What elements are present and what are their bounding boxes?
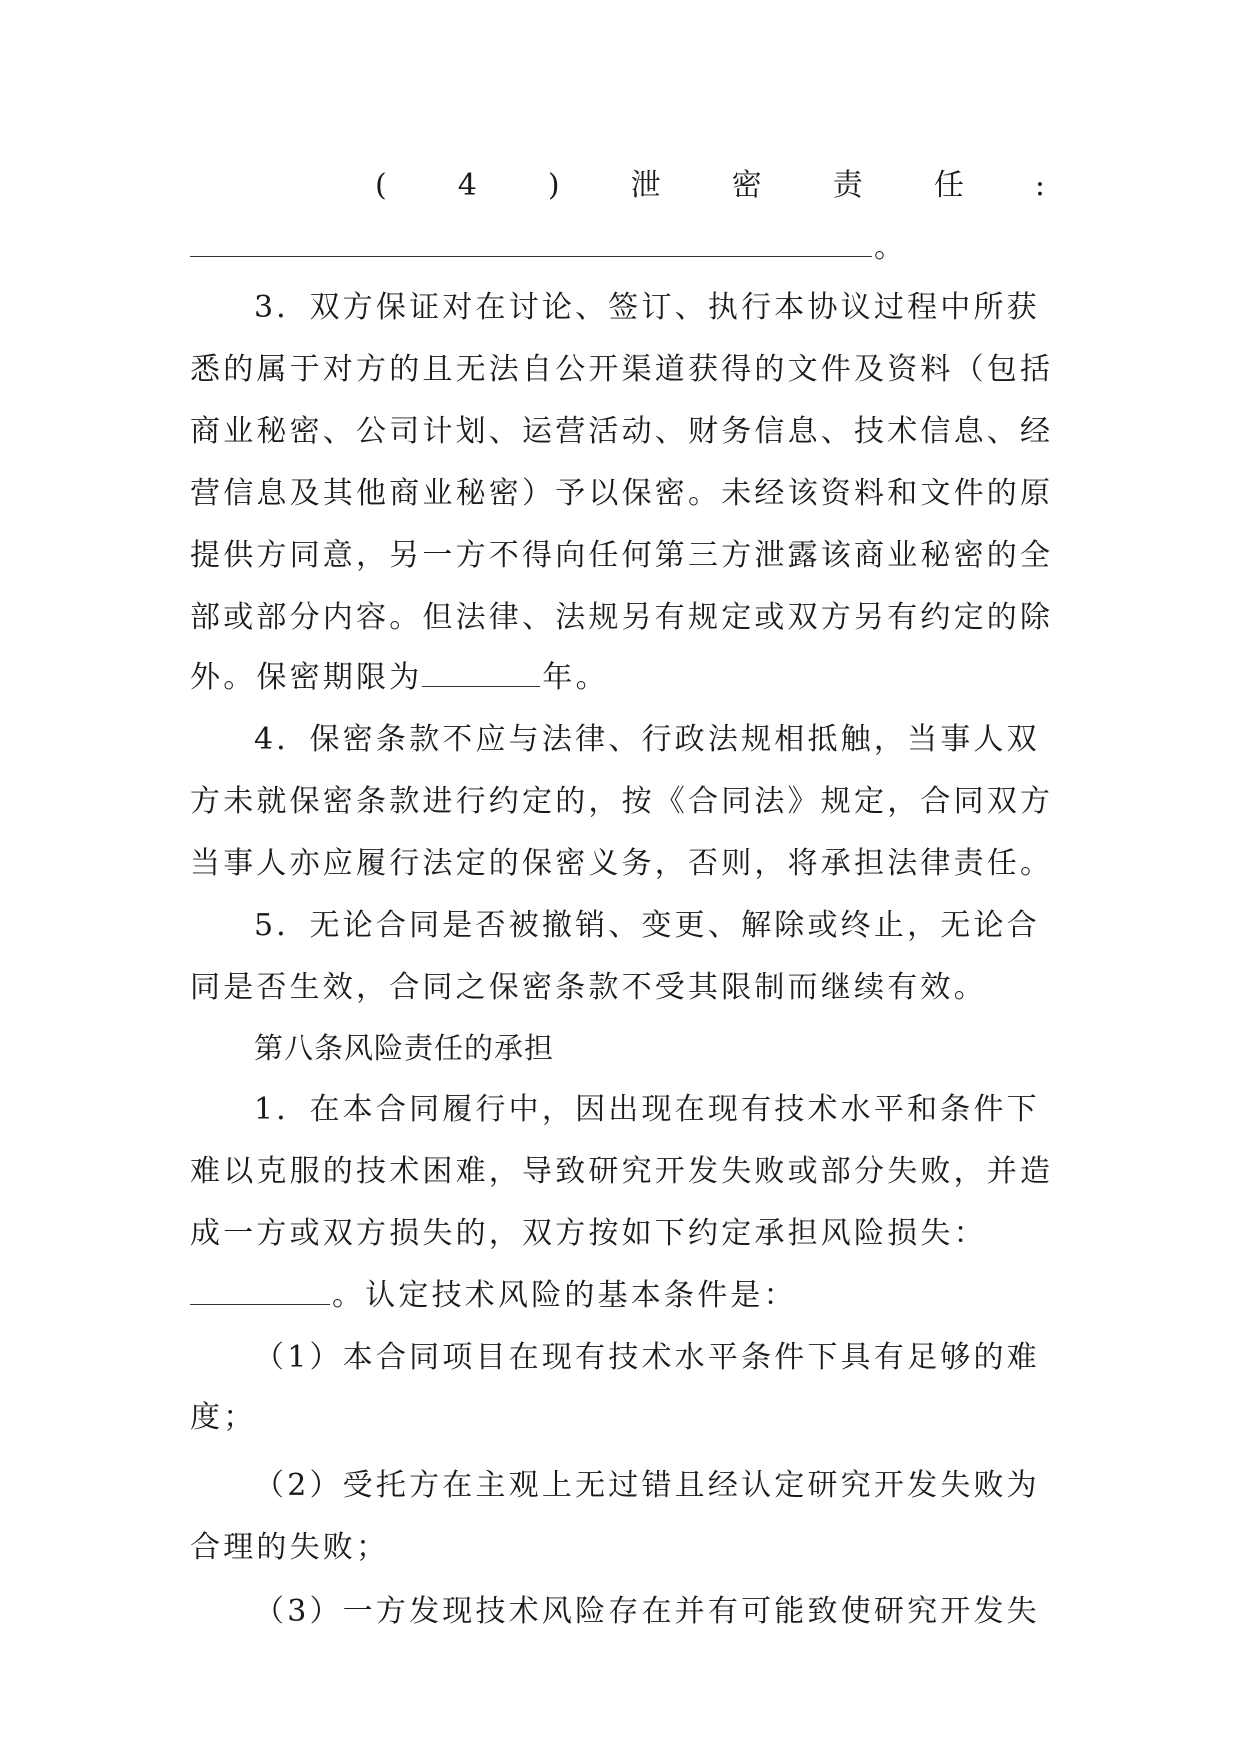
clause-3-line-2: 悉的属于对方的且无法自公开渠道获得的文件及资料（包括 — [190, 352, 1054, 387]
condition-2-line-1: （2）受托方在主观上无过错且经认定研究开发失败为 — [254, 1468, 1040, 1503]
condition-1-line-2: 度； — [190, 1400, 257, 1435]
heading-token: 密 — [731, 168, 762, 203]
risk-clause-1-line-2: 难以克服的技术困难，导致研究开发失败或部分失败，并造 — [190, 1154, 1054, 1189]
clause-5-line-1: 5．无论合同是否被撤销、变更、解除或终止，无论合 — [254, 908, 1040, 943]
secrecy-term-suffix: 年。 — [542, 660, 609, 695]
fill-in-blank[interactable] — [190, 218, 872, 257]
secrecy-term-prefix: 外。保密期限为 — [190, 660, 423, 695]
leak-liability-blank-line — [190, 218, 1050, 278]
heading-token: 4 — [457, 168, 477, 203]
leak-liability-heading — [375, 156, 1045, 216]
clause-3-line-4: 营信息及其他商业秘密）予以保密。未经该资料和文件的原 — [190, 476, 1054, 511]
heading-token: ( — [375, 168, 387, 203]
clause-4-line-2: 方未就保密条款进行约定的，按《合同法》规定，合同双方 — [190, 784, 1054, 819]
condition-1-line-1: （1）本合同项目在现有技术水平条件下具有足够的难 — [254, 1340, 1040, 1375]
clause-5-line-2: 同是否生效，合同之保密条款不受其限制而继续有效。 — [190, 970, 987, 1005]
risk-clause-1-line-3: 成一方或双方损失的，双方按如下约定承担风险损失： — [190, 1216, 987, 1251]
heading-token: 责 — [832, 168, 863, 203]
clause-4-line-3: 当事人亦应履行法定的保密义务，否则，将承担法律责任。 — [190, 846, 1054, 881]
clause-4-line-1: 4．保密条款不应与法律、行政法规相抵触，当事人双 — [254, 722, 1040, 757]
clause-3-line-3: 商业秘密、公司计划、运营活动、财务信息、技术信息、经 — [190, 414, 1054, 449]
condition-2-line-2: 合理的失败； — [190, 1530, 390, 1565]
risk-clause-1-line-1: 1．在本合同履行中，因出现在现有技术水平和条件下 — [254, 1092, 1040, 1127]
risk-condition-suffix: 。认定技术风险的基本条件是： — [332, 1278, 797, 1313]
secrecy-term-blank[interactable] — [422, 648, 540, 687]
heading-token: ) — [547, 168, 560, 203]
clause-3-line-1: 3．双方保证对在讨论、签订、执行本协议过程中所获 — [254, 290, 1040, 325]
clause-3-line-7 — [190, 648, 1050, 708]
risk-clause-1-line-4 — [190, 1266, 1050, 1326]
heading-token: : — [1034, 168, 1045, 203]
line-tail: 。 — [874, 230, 908, 265]
risk-loss-blank[interactable] — [190, 1266, 330, 1305]
clause-3-line-6: 部或部分内容。但法律、法规另有规定或双方另有约定的除 — [190, 600, 1054, 635]
heading-token: 泄 — [630, 168, 661, 203]
clause-3-line-5: 提供方同意，另一方不得向任何第三方泄露该商业秘密的全 — [190, 538, 1054, 573]
heading-token: 任 — [933, 168, 964, 203]
condition-3-line-1: （3）一方发现技术风险存在并有可能致使研究开发失 — [254, 1594, 1040, 1629]
article-8-title: 第八条风险责任的承担 — [254, 1031, 555, 1065]
